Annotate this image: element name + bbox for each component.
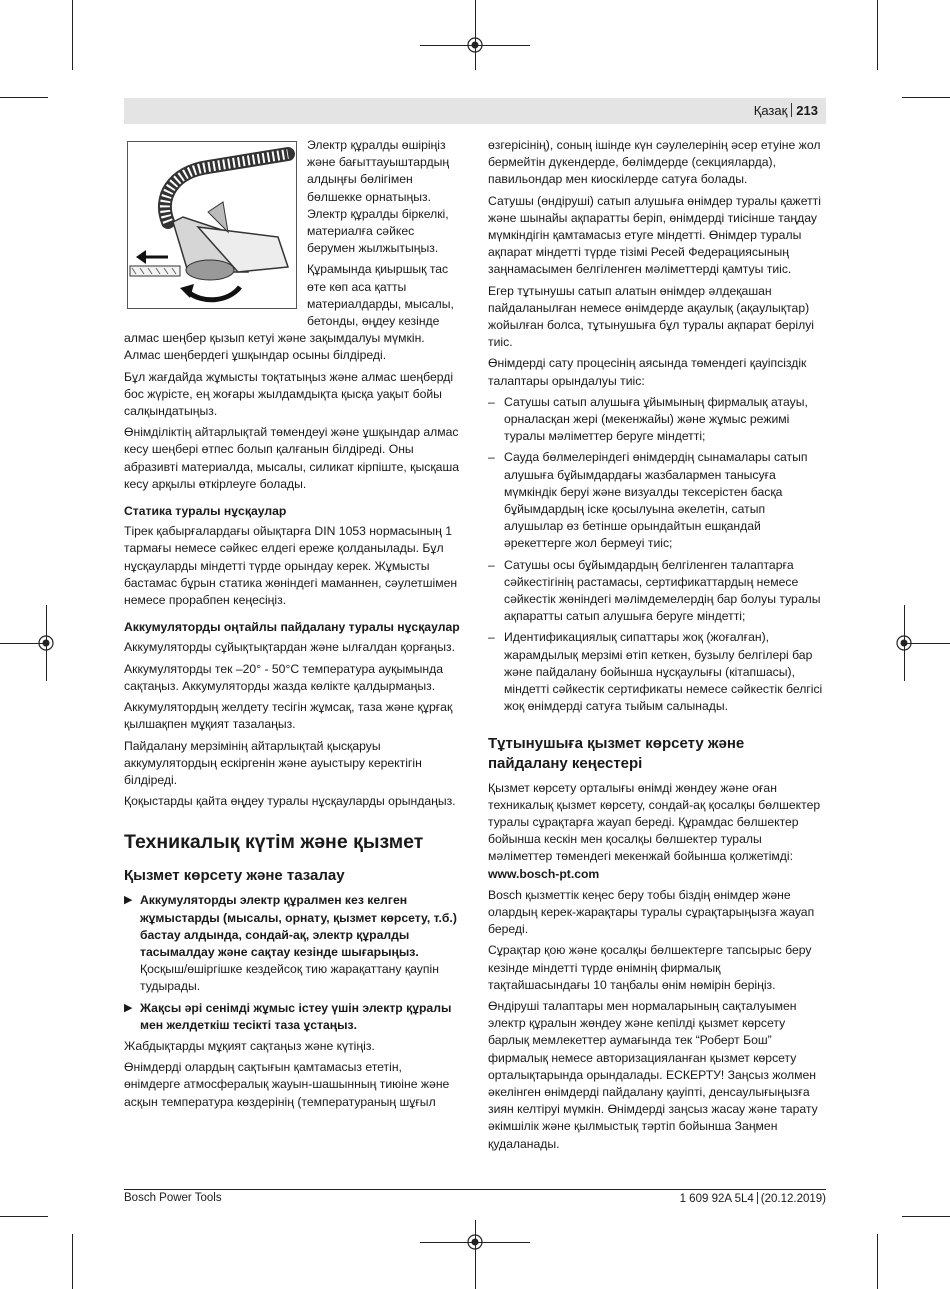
crop-mark: [46, 605, 47, 681]
paragraph: Тірек қабырғалардағы ойықтарға DIN 1053 нормасының 1 тармағы немесе сәйкес елдегі ереже қолданылады. Бұл нұсқауларды міндетті түрде орындау керек. Жұмысты бастамас бұрын статика жөніндегі маманнен, сәулетшімен немесе прорабпен кеңесіңіз.: [124, 524, 458, 608]
dash-icon: –: [488, 630, 495, 645]
paragraph: Қоқыстарды қайта өңдеу туралы нұсқауларды орындаңыз.: [124, 794, 456, 809]
paragraph: Bosch қызметтік кеңес беру тобы біздің өнімдер және олардың керек-жарақтары туралы сұрақтарыңызға жауап береді.: [488, 887, 815, 937]
warning-item: [124, 892, 460, 995]
header-label: [754, 102, 818, 120]
page-number: 213: [796, 103, 818, 118]
paragraph: Аккумуляторды сұйықтықтардан және ылғалдан қорғаңыз.: [124, 640, 456, 655]
registration-mark-icon: [466, 1233, 484, 1251]
paragraph: [488, 780, 824, 883]
list-item: [488, 629, 824, 715]
website-link[interactable]: www.bosch-pt.com: [488, 866, 600, 881]
paragraph: Егер тұтынушы сатып алатын өнімдер әлдеқашан пайдаланылған немесе өнімдерде ақаулық (ақаулықтар) жойылған болса, тұтынушыға бұл туралы ақпарат берілуі тиіс.: [488, 283, 815, 350]
right-column: [488, 137, 824, 1157]
paragraph: Аккумулятордың желдету тесігін жұмсақ, таза және құрғақ қылшақпен мұқият тазалаңыз.: [124, 700, 453, 732]
list-item-text: Идентификациялық сипаттары жоқ (жоғалған), жарамдылық мерзімі өтіп кеткен, бузылу белгілері бар және пайдалану бойынша нұсқаулығы (кітапшасы), міндетті сәйкестік сертификаты немесе сәйкестік белгісі жоқ өнімдерді сатуға тыйым салынады.: [504, 630, 823, 714]
warning-item: [124, 1000, 460, 1034]
crop-mark: [72, 0, 73, 70]
requirements-list: [488, 394, 824, 716]
list-item: [488, 557, 824, 626]
crop-mark: [902, 1216, 950, 1217]
footer-divider: [124, 1189, 826, 1190]
footer-doc-info: [680, 1192, 826, 1205]
subsection-heading: Тұтынушыға қызмет көрсету және пайдалану кеңестері: [488, 734, 745, 772]
paragraph: Өнімділіктің айтарлықтай төмендеуі және ұшқындар алмас кесу шеңбері өтпес болып қалғанын білдіреді. Оны абразивті материалда, мысалы, силикат кірпіште, қысқаша кесу арқылы өткірлеуге болады.: [124, 425, 460, 491]
paragraph: Өндіруші талаптары мен нормаларының сақталуымен электр құралын жөндеу және кепілді қызмет көрсету барлық мемлекеттер аумағында тек “Роберт Бош” фирмалық немесе авторизацияланған қызмет көрсету орталықтарында орындалады. ЕСКЕРТУ! Заңсыз жолмен әкелінген өнімдерді пайдалану қауіпті, денсаулығыңызға зиян келтіруі мүмкін. Өнімдерді заңсыз жасау және тарату әкімшілік және қылмыстық тәртіп бойынша Заңмен қудаланады.: [488, 998, 818, 1151]
left-column: [124, 137, 460, 1115]
paragraph: өзгерісінің), соның ішінде күн сәулелерінің әсер етуіне жол бермейтін дүкендерде, бөлімдерде (секцияларда), павильондар мен киоскілерде сатуға болады.: [488, 138, 821, 187]
crop-mark: [0, 97, 48, 98]
service-text: Қызмет көрсету орталығы өнімді жөндеу және оған техникалық қызмет көрсету, сондай-ақ қосалқы бөлшектер туралы сұрақтарға жауап береді. Құрамдас бөлшектер бойынша кескін мен қосалқы бөлшектер туралы мәліметтер төмендегі мекенжай бойынша қолжетімді:: [488, 780, 821, 864]
doc-number: 1 609 92A 5L4: [679, 1193, 754, 1205]
doc-date: (20.12.2019): [760, 1193, 826, 1205]
paragraph: Сатушы (өндіруші) сатып алушыға өнімдер туралы қажетті және шынайы ақпаратты беріп, өнімдерді тиісінше таңдау мүмкіндігін қамтамасыз етуге міндетті. Өнімдер туралы ақпарат міндетті түрде тізімі Ресей Федерациясының заңнамасымен белгіленген мәліметтерді қамтуы тиіс.: [488, 193, 821, 277]
crop-mark: [72, 1234, 73, 1289]
list-item-text: Сатушы сатып алушыға ұйымының фирмалық атауы, орналасқан жері (мекенжайы) және жұмыс режимі туралы мәліметтер беруге міндетті;: [504, 394, 808, 444]
paragraph: Өнімдерді сату процесінің аясында төмендегі қауіпсіздік талаптары орындалуы тиіс:: [488, 356, 807, 388]
crop-mark: [902, 97, 950, 98]
warning-bold-text: Жақсы әрі сенімді жұмыс істеу үшін электр құралы мен желдеткіш тесікті таза ұстаңыз.: [140, 1000, 452, 1032]
subsection-heading: Қызмет көрсету және тазалау: [124, 867, 345, 885]
triangle-right-icon: ▶: [124, 894, 133, 907]
crop-mark: [0, 1216, 48, 1217]
chapter-title: Техникалық күтім және қызмет: [124, 831, 424, 854]
footer-brand: Bosch Power Tools: [124, 1192, 222, 1204]
crop-mark: [475, 1220, 476, 1289]
paragraph: Өнімдерді олардың сақтығын қамтамасыз ететін, өнімдерге атмосфералық жауын-шашынның тиюіне және асқын температура көздерінің (температураның шұғыл: [124, 1060, 450, 1109]
tool-illustration: [127, 141, 297, 309]
footer-separator: [757, 1192, 758, 1204]
crop-mark: [877, 0, 878, 70]
warning-text: Қосқыш/өшіргішке кездейсоқ тию жарақаттану қаупін тудырады.: [140, 962, 439, 994]
list-item: [488, 394, 824, 446]
paragraph: Құрамында қиыршық тас өте көп аса қатты материалдарды, мысалы, бетонды, өңдеу кезінде алмас шеңбер қызып кетуі және зақымдалуы мүмкін. Алмас шеңбердегі ұшқындар осыны білдіреді.: [124, 262, 454, 363]
crop-mark: [904, 605, 905, 681]
section-heading: Статика туралы нұсқаулар: [124, 504, 287, 519]
paragraph: Аккумуляторды тек –20° - 50°C температура ауқымында сақтаңыз. Аккумуляторды жазда көлікте қалдырмаңыз.: [124, 661, 443, 693]
paragraph: Бұл жағдайда жұмысты тоқтатыңыз және алмас шеңберді бос жүрісте, ең жоғары жылдамдықта қысқа уақыт бойы салқындатыңыз.: [124, 369, 454, 419]
list-item-text: Сатушы осы бұйымдардың белгіленген талаптарға сәйкестігінің растамасы, сертификаттардың немесе сәйкестік жөніндегі мәлімдемелердің бар болуы туралы ақпаратты сатып алушыға беруге міндетті;: [504, 557, 821, 624]
paragraph: Жабдықтарды мұқият сақтаңыз және күтіңіз.: [124, 1038, 375, 1053]
list-item: [488, 449, 824, 552]
dash-icon: –: [488, 557, 495, 572]
intro-paragraph: Электр құралды өшіріңіз және бағыттауыштардың алдыңғы бөлігімен бөлшекке орнатыңыз. Электр құралды біркелкі, материалға сәйкес берумен жылжытыңыз.: [307, 138, 450, 256]
header-language: Қазақ: [753, 103, 788, 118]
crop-mark: [877, 1234, 878, 1289]
header-separator: [791, 103, 792, 117]
registration-mark-icon: [466, 36, 484, 54]
dash-icon: –: [488, 450, 495, 465]
section-heading: Аккумуляторды оңтайлы пайдалану туралы нұсқаулар: [124, 620, 460, 635]
paragraph: Пайдалану мерзімінің айтарлықтай қысқаруы аккумулятордың ескіргенін және ауыстыру керектігін білдіреді.: [124, 738, 422, 787]
warning-bold-text: Аккумуляторды электр құралмен кез келген жұмыстарды (мысалы, орнату, қызмет көрсету, т.б.) бастау алдында, сондай-ақ, электр құралды тасымалдау және сақтау кезінде шығарыңыз.: [140, 893, 457, 959]
crop-mark: [475, 0, 476, 70]
angle-grinder-icon: [128, 142, 296, 308]
list-item-text: Сауда бөлмелеріндегі өнімдердің сынамалары сатып алушыға бұйымдардағы жазбалармен танысуға мүмкіндік беруі және визуалды тексерістен басқа бұйымдардың іске қосылуына әкелетін, сатып алушылар өз бетінше орындайтын ешқандай әрекеттерге жол бермеуі тиіс;: [504, 450, 808, 551]
paragraph: Сұрақтар қою және қосалқы бөлшектерге тапсырыс беру кезінде міндетті түрде өнімнің фирмалық тақтайшасындағы 10 таңбалы өнім нөмірін беріңіз.: [488, 943, 812, 992]
dash-icon: –: [488, 394, 495, 409]
triangle-right-icon: ▶: [124, 1001, 133, 1014]
page-header: [124, 98, 826, 124]
